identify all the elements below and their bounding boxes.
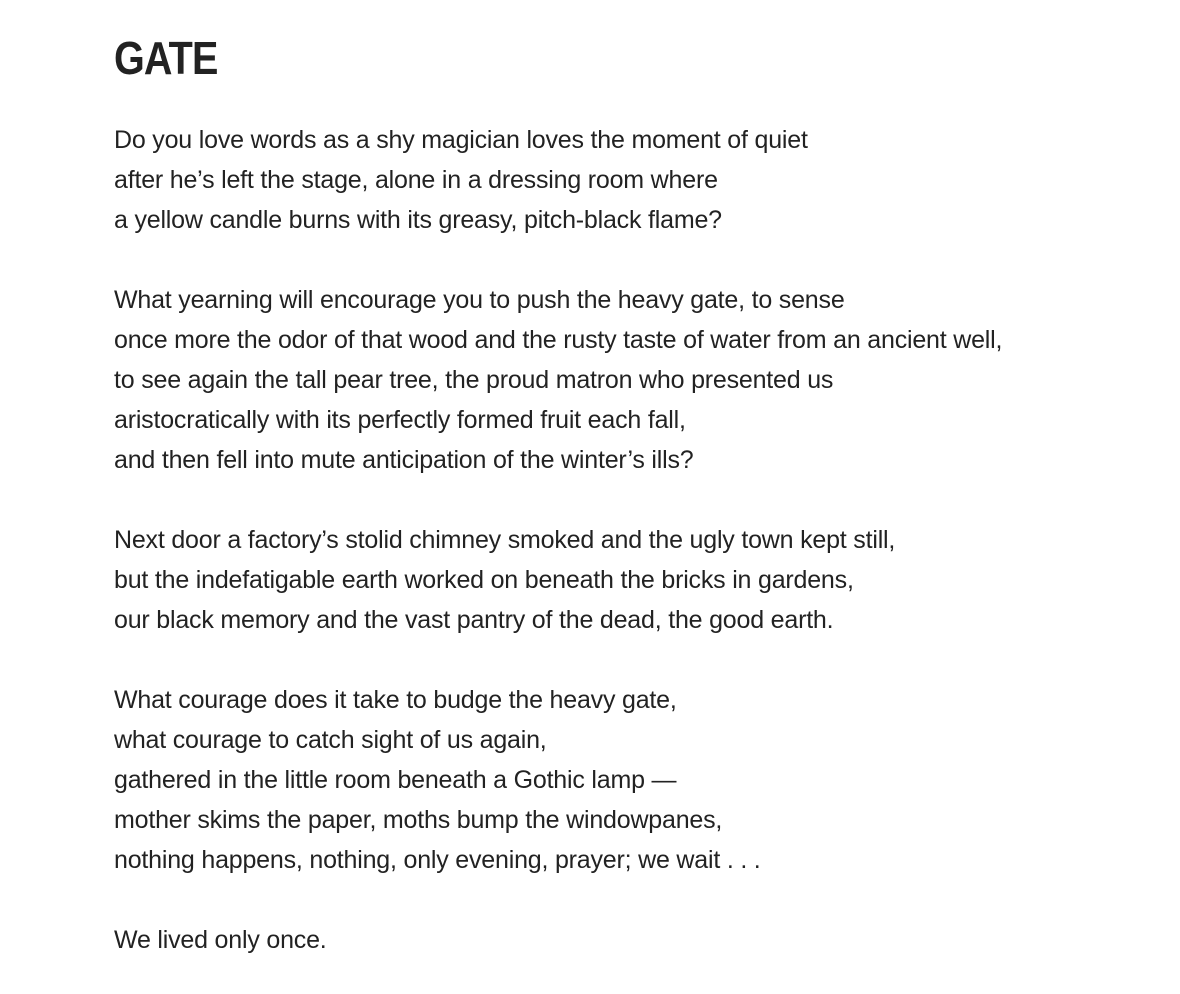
poem-body <box>114 120 1154 960</box>
stanza-4 <box>114 680 1154 880</box>
poem-line: What yearning will encourage you to push the heavy gate, to sense <box>114 286 845 314</box>
poem-line: once more the odor of that wood and the rusty taste of water from an ancient well, <box>114 326 1003 354</box>
poem-line: our black memory and the vast pantry of the dead, the good earth. <box>114 606 834 634</box>
poem-line: Next door a factory’s stolid chimney smoked and the ugly town kept still, <box>114 526 896 554</box>
poem-line: mother skims the paper, moths bump the windowpanes, <box>114 806 723 834</box>
stanza-1 <box>114 120 1154 240</box>
poem-line: but the indefatigable earth worked on beneath the bricks in gardens, <box>114 566 854 594</box>
stanza-3 <box>114 520 1154 640</box>
poem-line: gathered in the little room beneath a Gothic lamp — <box>114 766 677 794</box>
poem-line: what courage to catch sight of us again, <box>114 726 547 754</box>
poem-page <box>114 30 1154 960</box>
poem-line: Do you love words as a shy magician loves the moment of quiet <box>114 126 808 154</box>
poem-line: and then fell into mute anticipation of the winter’s ills? <box>114 446 694 474</box>
stanza-5 <box>114 920 1154 960</box>
poem-title: GATE <box>114 32 218 84</box>
poem-line: We lived only once. <box>114 926 327 954</box>
poem-line: a yellow candle burns with its greasy, pitch-black flame? <box>114 206 722 234</box>
poem-line: after he’s left the stage, alone in a dressing room where <box>114 166 718 194</box>
poem-line: to see again the tall pear tree, the proud matron who presented us <box>114 366 834 394</box>
poem-line: What courage does it take to budge the heavy gate, <box>114 686 677 714</box>
poem-line: aristocratically with its perfectly formed fruit each fall, <box>114 406 686 434</box>
stanza-2 <box>114 280 1154 480</box>
poem-line: nothing happens, nothing, only evening, prayer; we wait . . . <box>114 846 761 874</box>
